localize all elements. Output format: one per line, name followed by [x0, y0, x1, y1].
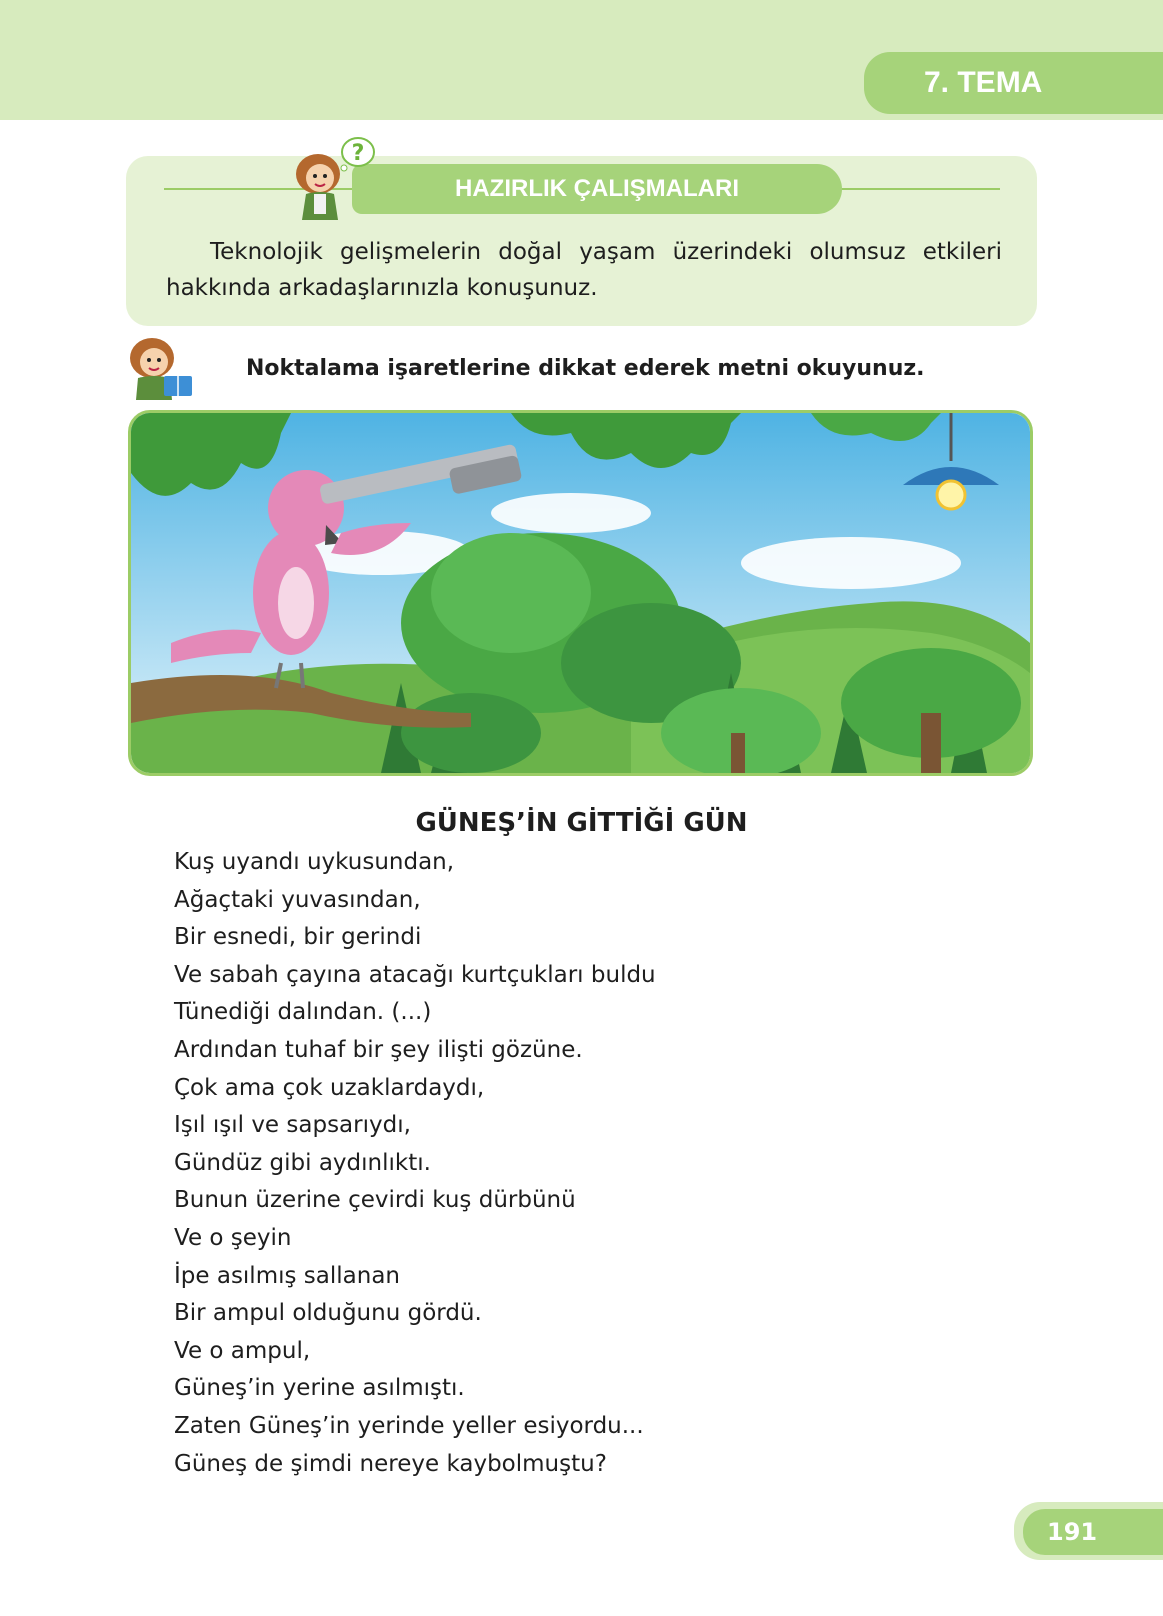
poem-line: Ve o şeyin — [174, 1224, 292, 1251]
scene-illustration — [131, 413, 1030, 773]
poem-line: Ağaçtaki yuvasından, — [174, 886, 421, 913]
poem-line: Kuş uyandı uykusundan, — [174, 849, 455, 875]
preparation-text: Teknolojik gelişmelerin doğal yaşam üzerindeki olumsuz etkileri hakkında arkadaşlarınızla konuşunuz. — [166, 239, 1002, 301]
poem-line: Ardından tuhaf bir şey ilişti gözüne. — [174, 1036, 583, 1063]
theme-label: 7. TEMA — [924, 66, 1043, 99]
poem-line: Bir ampul olduğunu gördü. — [174, 1300, 482, 1327]
poem-line: Bir esnedi, bir gerindi — [174, 924, 422, 951]
poem-line: Gündüz gibi aydınlıktı. — [174, 1149, 431, 1176]
poem-line: Güneş’in yerine asılmıştı. — [174, 1375, 465, 1402]
poem-line: Ve sabah çayına atacağı kurtçukları buldu — [174, 961, 656, 988]
thinking-girl-illustration — [284, 134, 384, 220]
page-number: 191 — [1047, 1518, 1098, 1546]
theme-tab — [864, 52, 1163, 114]
poem-line: Işıl ışıl ve sapsarıydı, — [174, 1112, 411, 1139]
poem-line: Çok ama çok uzaklardaydı, — [174, 1074, 485, 1101]
poem-title: GÜNEŞ’İN GİTTİĞİ GÜN — [415, 808, 748, 838]
preparation-title-badge — [352, 164, 842, 214]
poem-body — [174, 844, 656, 1483]
question-mark: ? — [351, 141, 365, 166]
poem-line: Zaten Güneş’in yerinde yeller esiyordu... — [174, 1412, 644, 1439]
poem-line: Güneş de şimdi nereye kaybolmuştu? — [174, 1450, 607, 1477]
prep-divider-right — [840, 188, 1000, 190]
reading-instruction: Noktalama işaretlerine dikkat ederek metni okuyunuz. — [246, 356, 925, 381]
page-number-badge — [1023, 1509, 1163, 1555]
poem-line: Bunun üzerine çevirdi kuş dürbünü — [174, 1187, 576, 1214]
poem-line: Tünediği dalından. (...) — [174, 999, 432, 1026]
poem-line: İpe asılmış sallanan — [174, 1262, 400, 1289]
preparation-title: HAZIRLIK ÇALIŞMALARI — [455, 175, 739, 202]
reading-girl-illustration — [114, 332, 204, 400]
bird-telescope-scene — [128, 410, 1033, 776]
poem-line: Ve o ampul, — [174, 1337, 311, 1364]
